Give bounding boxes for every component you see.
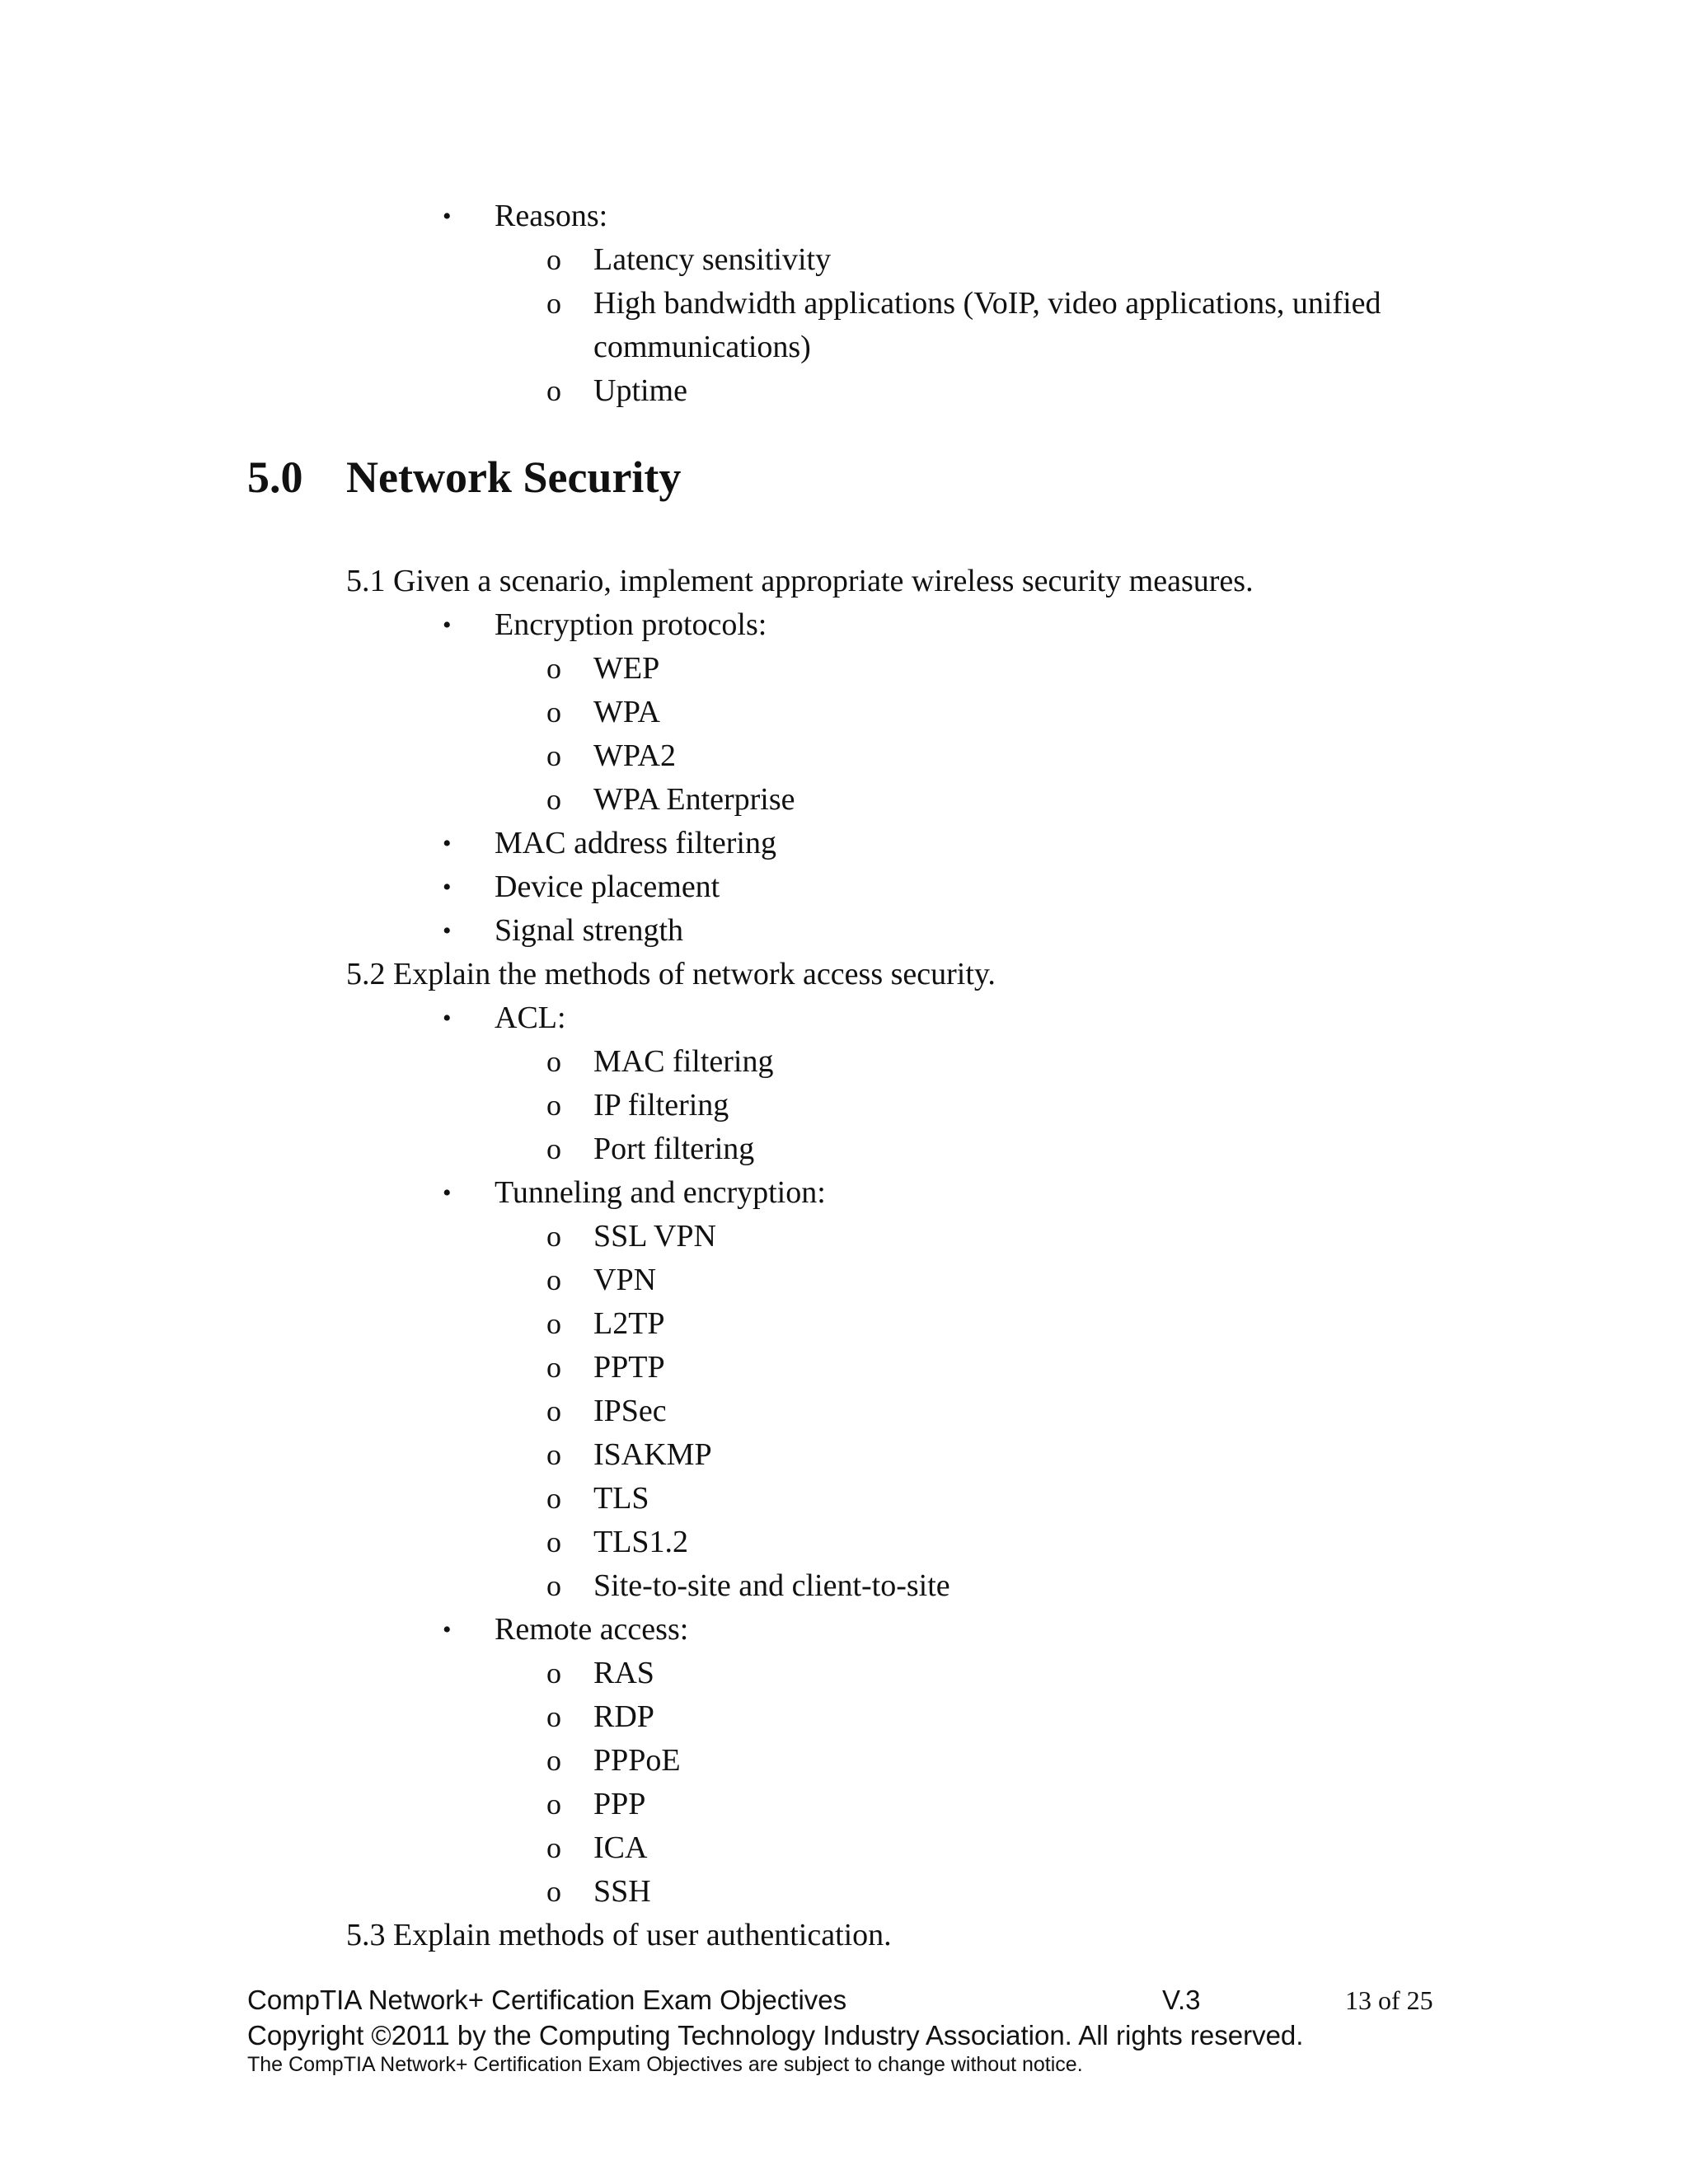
list-item [0,691,1688,734]
section-number: 5.0 [247,452,303,502]
sub-item-text: SSL VPN [593,1219,716,1254]
sub-item-text: IP filtering [593,1088,729,1122]
list-item [0,603,1688,647]
list-item [0,1521,1688,1564]
list-item [0,194,1688,238]
list-item [0,1215,1688,1258]
list-item [0,1127,1688,1171]
sub-item-text: SSH [593,1874,651,1909]
list-item-continuation [0,326,1688,369]
sub-bullet-mark: o [546,1438,561,1471]
list-item [0,1783,1688,1826]
list-item [0,734,1688,778]
sub-item-text: Site-to-site and client-to-site [593,1568,950,1603]
list-item [0,1390,1688,1433]
list-item [0,996,1688,1040]
page-content [0,194,1688,1957]
list-item [0,822,1688,865]
list-item [0,1826,1688,1870]
sub-bullet-mark: o [546,1089,561,1122]
sub-item-text: VPN [593,1263,657,1297]
sub-bullet-mark: o [546,696,561,729]
list-item [0,1695,1688,1739]
sub-bullet-mark: o [546,1220,561,1253]
list-item [0,1477,1688,1521]
sub-item-text: WEP [593,651,660,686]
sub-item-text: PPTP [593,1350,665,1385]
objective-title: 5.2 Explain the methods of network access security. [346,957,996,991]
sub-bullet-mark: o [546,1394,561,1427]
list-item [0,282,1688,326]
list-item [0,1433,1688,1477]
sub-item-text: WPA [593,695,660,729]
bullet-text: ACL: [495,1001,566,1035]
sub-item-text: ICA [593,1830,648,1865]
sub-item-text: PPPoE [593,1743,681,1778]
list-item [0,1652,1688,1695]
footer-notice: The CompTIA Network+ Certification Exam Objectives are subject to change without notice. [247,2053,1083,2076]
sub-bullet-mark: o [546,1875,561,1908]
section-heading [0,428,1688,538]
sub-bullet-mark: o [546,739,561,772]
list-item [0,1608,1688,1652]
sub-item-text: Port filtering [593,1132,755,1166]
sub-bullet-mark: o [546,1526,561,1558]
list-item [0,1870,1688,1914]
list-item [0,1302,1688,1346]
bullet-text: Signal strength [495,913,684,948]
list-item [0,1171,1688,1215]
sub-item-text: ISAKMP [593,1437,712,1472]
list-item [0,865,1688,909]
list-item [0,1564,1688,1608]
bullet-text: Remote access: [495,1612,689,1647]
sub-bullet-mark: o [546,1831,561,1864]
sub-item-text: RDP [593,1699,654,1734]
sub-bullet-mark: o [546,1263,561,1296]
sub-bullet-mark: o [546,1569,561,1602]
list-item [0,647,1688,691]
sub-bullet-mark: o [546,287,561,320]
list-item [0,369,1688,413]
page-footer [247,1981,1442,2077]
objective-title: 5.3 Explain methods of user authentication. [346,1918,892,1952]
sub-bullet-mark: o [546,1351,561,1384]
footer-row [247,1981,1442,2019]
sub-bullet-mark: o [546,1045,561,1078]
bullet-mark: • [443,874,452,901]
sub-item-text: TLS1.2 [593,1525,689,1559]
sub-bullet-mark: o [546,243,561,276]
bullet-mark: • [443,203,452,230]
sub-item-text: IPSec [593,1394,667,1428]
list-item [0,1258,1688,1302]
sub-item-text: PPP [593,1787,646,1821]
list-item [0,1346,1688,1390]
bullet-text: Encryption protocols: [495,607,767,642]
list-item [0,778,1688,822]
sub-bullet-mark: o [546,1744,561,1777]
sub-item-text: WPA2 [593,738,676,773]
sub-item-text: communications) [593,330,811,364]
sub-item-text: Uptime [593,373,687,408]
sub-bullet-mark: o [546,1307,561,1340]
sub-item-text: MAC filtering [593,1044,774,1079]
sub-bullet-mark: o [546,374,561,407]
list-item [0,1739,1688,1783]
sub-item-text: High bandwidth applications (VoIP, video applications, unified [593,286,1381,321]
footer-copyright: Copyright ©2011 by the Computing Technology Industry Association. All rights reserved. [247,2020,1304,2050]
section-title: Network Security [346,452,682,502]
sub-bullet-mark: o [546,652,561,685]
list-item [0,1084,1688,1127]
bullet-text: Tunneling and encryption: [495,1175,826,1210]
footer-doc-title: CompTIA Network+ Certification Exam Objectives [247,1985,847,2015]
sub-item-text: Latency sensitivity [593,242,832,277]
bullet-mark: • [443,917,452,944]
sub-bullet-mark: o [546,1482,561,1515]
footer-page-number: 13 of 25 [1345,1985,1433,2015]
bullet-text: Device placement [495,869,720,904]
bullet-text: MAC address filtering [495,826,776,860]
sub-bullet-mark: o [546,1657,561,1690]
list-item [0,1040,1688,1084]
bullet-mark: • [443,1005,452,1032]
sub-item-text: WPA Enterprise [593,782,795,817]
sub-item-text: RAS [593,1656,654,1690]
bullet-mark: • [443,1179,452,1207]
bullet-text: Reasons: [495,199,608,233]
sub-item-text: L2TP [593,1306,665,1341]
sub-bullet-mark: o [546,1700,561,1733]
bullet-mark: • [443,1616,452,1643]
sub-item-text: TLS [593,1481,649,1516]
sub-bullet-mark: o [546,1788,561,1821]
footer-version: V.3 [1162,1985,1201,2015]
list-item [0,909,1688,953]
sub-bullet-mark: o [546,783,561,816]
bullet-mark: • [443,830,452,857]
sub-bullet-mark: o [546,1132,561,1165]
objective-title: 5.1 Given a scenario, implement appropriate wireless security measures. [346,564,1254,598]
bullet-mark: • [443,612,452,639]
list-item [0,238,1688,282]
